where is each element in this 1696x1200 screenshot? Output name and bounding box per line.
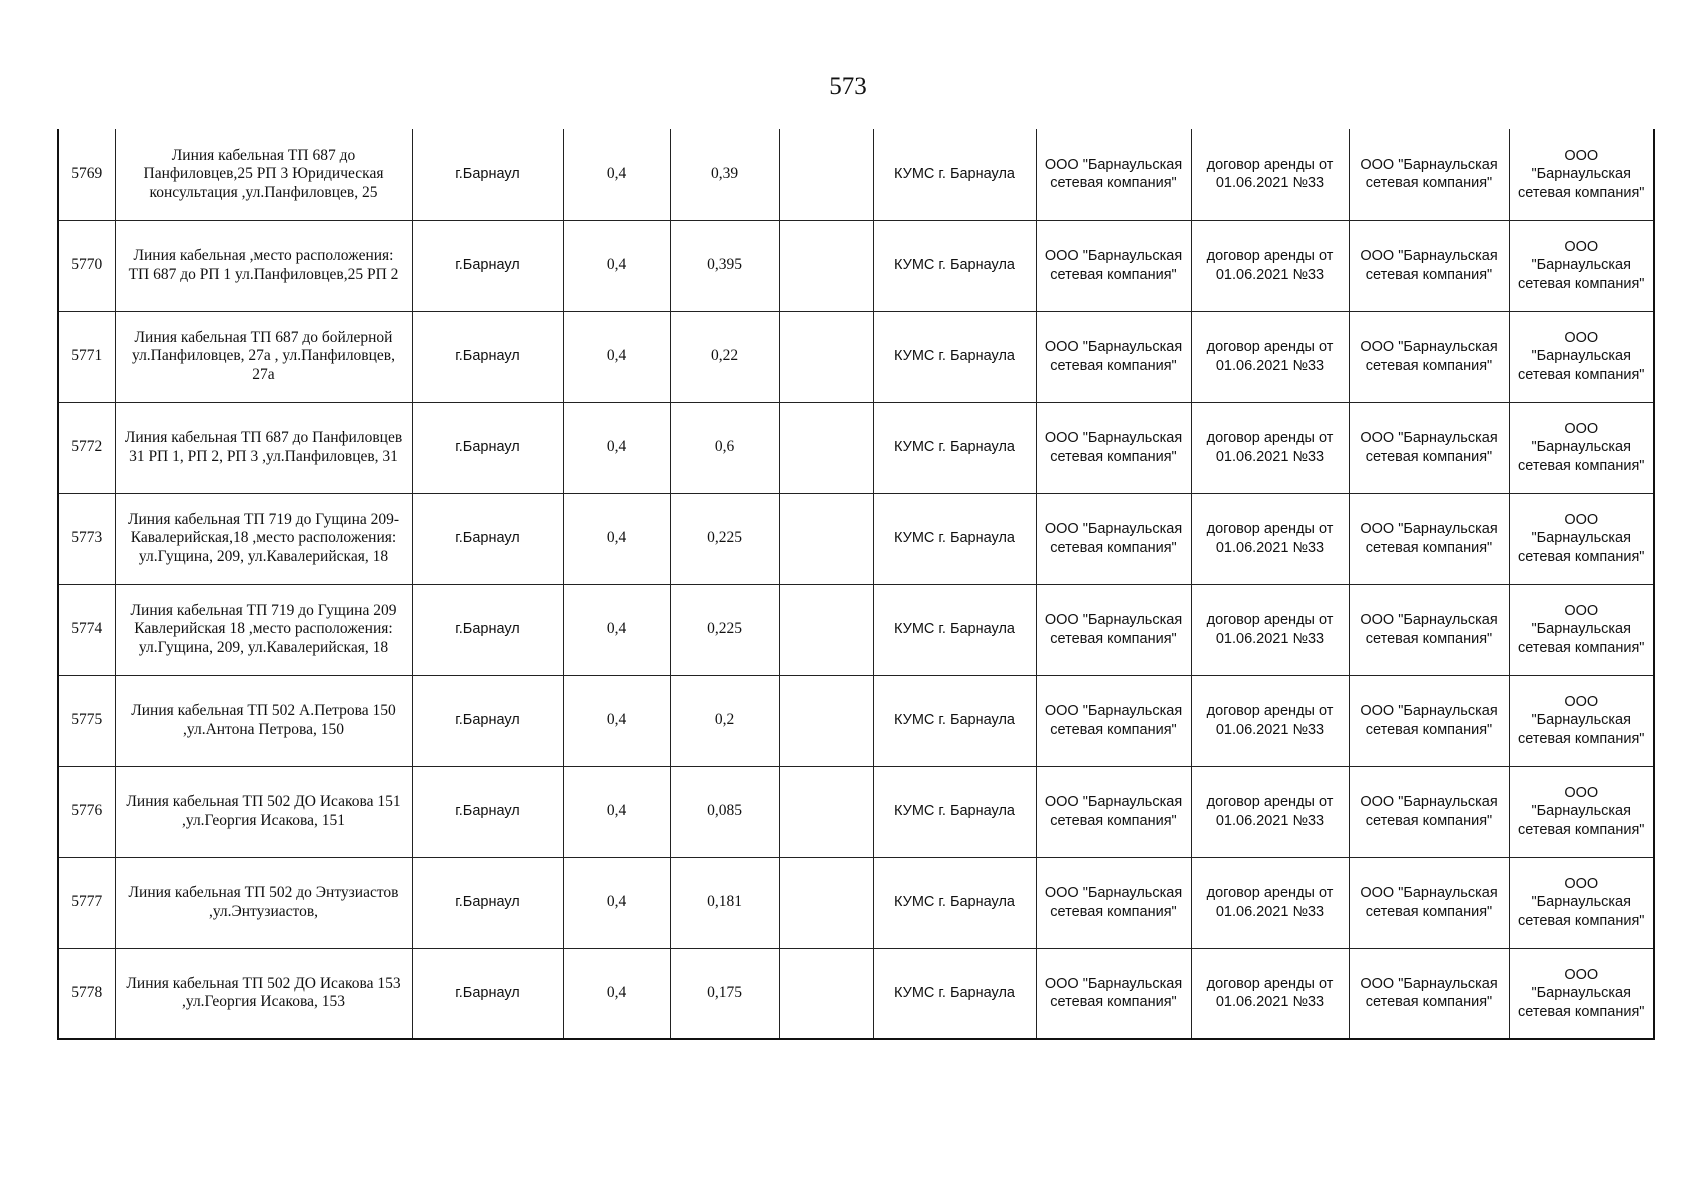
cell-number: 5777 <box>58 857 115 948</box>
cell-number: 5772 <box>58 402 115 493</box>
table-row <box>58 766 1654 857</box>
cell-user: ООО "Барнаульская сетевая компания" <box>1509 129 1654 220</box>
cell-length: 0,6 <box>670 402 779 493</box>
cell-operator: ООО "Барнаульская сетевая компания" <box>1349 857 1509 948</box>
cell-name: Линия кабельная ,место расположения: ТП 687 до РП 1 ул.Панфиловцев,25 РП 2 <box>115 220 412 311</box>
cell-operator: ООО "Барнаульская сетевая компания" <box>1349 402 1509 493</box>
cell-holder: ООО "Барнаульская сетевая компания" <box>1036 220 1191 311</box>
cell-operator: ООО "Барнаульская сетевая компания" <box>1349 766 1509 857</box>
page-number: 573 <box>829 73 867 100</box>
cell-number: 5774 <box>58 584 115 675</box>
cell-holder: ООО "Барнаульская сетевая компания" <box>1036 129 1191 220</box>
cell-basis: договор аренды от 01.06.2021 №33 <box>1191 220 1349 311</box>
cell-holder: ООО "Барнаульская сетевая компания" <box>1036 766 1191 857</box>
cell-user: ООО "Барнаульская сетевая компания" <box>1509 766 1654 857</box>
cell-owner: КУМС г. Барнаула <box>873 493 1036 584</box>
cell-city: г.Барнаул <box>412 129 563 220</box>
table-row <box>58 220 1654 311</box>
cell-length: 0,2 <box>670 675 779 766</box>
table-row <box>58 857 1654 948</box>
cell-basis: договор аренды от 01.06.2021 №33 <box>1191 311 1349 402</box>
cell-holder: ООО "Барнаульская сетевая компания" <box>1036 402 1191 493</box>
cell-city: г.Барнаул <box>412 948 563 1039</box>
cell-user: ООО "Барнаульская сетевая компания" <box>1509 493 1654 584</box>
cell-name: Линия кабельная ТП 502 А.Петрова 150 ,ул.Антона Петрова, 150 <box>115 675 412 766</box>
cell-user: ООО "Барнаульская сетевая компания" <box>1509 584 1654 675</box>
cell-user: ООО "Барнаульская сетевая компания" <box>1509 220 1654 311</box>
cell-owner: КУМС г. Барнаула <box>873 584 1036 675</box>
cell-voltage: 0,4 <box>563 493 670 584</box>
cell-owner: КУМС г. Барнаула <box>873 948 1036 1039</box>
cell-basis: договор аренды от 01.06.2021 №33 <box>1191 766 1349 857</box>
cell-extra <box>779 402 873 493</box>
cell-extra <box>779 493 873 584</box>
cell-length: 0,395 <box>670 220 779 311</box>
cell-basis: договор аренды от 01.06.2021 №33 <box>1191 129 1349 220</box>
cell-city: г.Барнаул <box>412 220 563 311</box>
cell-basis: договор аренды от 01.06.2021 №33 <box>1191 857 1349 948</box>
cell-operator: ООО "Барнаульская сетевая компания" <box>1349 948 1509 1039</box>
cell-operator: ООО "Барнаульская сетевая компания" <box>1349 493 1509 584</box>
cell-extra <box>779 857 873 948</box>
cell-city: г.Барнаул <box>412 675 563 766</box>
cell-holder: ООО "Барнаульская сетевая компания" <box>1036 675 1191 766</box>
cell-number: 5770 <box>58 220 115 311</box>
cell-name: Линия кабельная ТП 502 ДО Исакова 153 ,ул.Георгия Исакова, 153 <box>115 948 412 1039</box>
cell-user: ООО "Барнаульская сетевая компания" <box>1509 948 1654 1039</box>
cell-basis: договор аренды от 01.06.2021 №33 <box>1191 402 1349 493</box>
cell-voltage: 0,4 <box>563 129 670 220</box>
cell-extra <box>779 220 873 311</box>
registry-table <box>57 129 1655 1040</box>
cell-number: 5776 <box>58 766 115 857</box>
cell-holder: ООО "Барнаульская сетевая компания" <box>1036 948 1191 1039</box>
cell-city: г.Барнаул <box>412 493 563 584</box>
cell-owner: КУМС г. Барнаула <box>873 220 1036 311</box>
cell-extra <box>779 766 873 857</box>
cell-user: ООО "Барнаульская сетевая компания" <box>1509 675 1654 766</box>
cell-extra <box>779 311 873 402</box>
cell-operator: ООО "Барнаульская сетевая компания" <box>1349 311 1509 402</box>
cell-voltage: 0,4 <box>563 402 670 493</box>
cell-voltage: 0,4 <box>563 311 670 402</box>
cell-user: ООО "Барнаульская сетевая компания" <box>1509 857 1654 948</box>
cell-length: 0,085 <box>670 766 779 857</box>
cell-basis: договор аренды от 01.06.2021 №33 <box>1191 948 1349 1039</box>
cell-length: 0,181 <box>670 857 779 948</box>
cell-number: 5769 <box>58 129 115 220</box>
cell-voltage: 0,4 <box>563 766 670 857</box>
table-row <box>58 584 1654 675</box>
cell-holder: ООО "Барнаульская сетевая компания" <box>1036 493 1191 584</box>
cell-user: ООО "Барнаульская сетевая компания" <box>1509 402 1654 493</box>
cell-length: 0,175 <box>670 948 779 1039</box>
cell-name: Линия кабельная ТП 502 ДО Исакова 151 ,ул.Георгия Исакова, 151 <box>115 766 412 857</box>
cell-name: Линия кабельная ТП 687 до бойлерной ул.Панфиловцев, 27а , ул.Панфиловцев, 27а <box>115 311 412 402</box>
cell-voltage: 0,4 <box>563 857 670 948</box>
cell-owner: КУМС г. Барнаула <box>873 311 1036 402</box>
cell-city: г.Барнаул <box>412 402 563 493</box>
table-row <box>58 675 1654 766</box>
cell-length: 0,225 <box>670 584 779 675</box>
cell-voltage: 0,4 <box>563 220 670 311</box>
table-row <box>58 402 1654 493</box>
table-row <box>58 493 1654 584</box>
table-row <box>58 948 1654 1039</box>
cell-name: Линия кабельная ТП 687 до Панфиловцев 31 РП 1, РП 2, РП 3 ,ул.Панфиловцев, 31 <box>115 402 412 493</box>
cell-number: 5775 <box>58 675 115 766</box>
cell-holder: ООО "Барнаульская сетевая компания" <box>1036 311 1191 402</box>
cell-extra <box>779 584 873 675</box>
cell-basis: договор аренды от 01.06.2021 №33 <box>1191 675 1349 766</box>
cell-number: 5773 <box>58 493 115 584</box>
cell-city: г.Барнаул <box>412 584 563 675</box>
cell-length: 0,225 <box>670 493 779 584</box>
cell-city: г.Барнаул <box>412 766 563 857</box>
cell-voltage: 0,4 <box>563 948 670 1039</box>
cell-city: г.Барнаул <box>412 311 563 402</box>
cell-operator: ООО "Барнаульская сетевая компания" <box>1349 675 1509 766</box>
cell-number: 5778 <box>58 948 115 1039</box>
cell-name: Линия кабельная ТП 719 до Гущина 209 Кавлерийская 18 ,место расположения: ул.Гущина, 209, ул.Кавалерийская, 18 <box>115 584 412 675</box>
cell-name: Линия кабельная ТП 502 до Энтузиастов ,ул.Энтузиастов, <box>115 857 412 948</box>
cell-name: Линия кабельная ТП 719 до Гущина 209- Кавалерийская,18 ,место расположения: ул.Гущина, 209, ул.Кавалерийская, 18 <box>115 493 412 584</box>
cell-basis: договор аренды от 01.06.2021 №33 <box>1191 584 1349 675</box>
cell-number: 5771 <box>58 311 115 402</box>
cell-owner: КУМС г. Барнаула <box>873 129 1036 220</box>
cell-operator: ООО "Барнаульская сетевая компания" <box>1349 584 1509 675</box>
cell-owner: КУМС г. Барнаула <box>873 402 1036 493</box>
cell-operator: ООО "Барнаульская сетевая компания" <box>1349 220 1509 311</box>
cell-holder: ООО "Барнаульская сетевая компания" <box>1036 584 1191 675</box>
cell-voltage: 0,4 <box>563 584 670 675</box>
table-row <box>58 311 1654 402</box>
cell-operator: ООО "Барнаульская сетевая компания" <box>1349 129 1509 220</box>
registry-body <box>58 129 1654 1039</box>
cell-extra <box>779 129 873 220</box>
cell-holder: ООО "Барнаульская сетевая компания" <box>1036 857 1191 948</box>
cell-voltage: 0,4 <box>563 675 670 766</box>
table-row <box>58 129 1654 220</box>
cell-extra <box>779 948 873 1039</box>
cell-owner: КУМС г. Барнаула <box>873 675 1036 766</box>
cell-city: г.Барнаул <box>412 857 563 948</box>
cell-user: ООО "Барнаульская сетевая компания" <box>1509 311 1654 402</box>
cell-owner: КУМС г. Барнаула <box>873 766 1036 857</box>
cell-extra <box>779 675 873 766</box>
cell-length: 0,22 <box>670 311 779 402</box>
cell-owner: КУМС г. Барнаула <box>873 857 1036 948</box>
cell-basis: договор аренды от 01.06.2021 №33 <box>1191 493 1349 584</box>
cell-name: Линия кабельная ТП 687 до Панфиловцев,25 РП 3 Юридическая консультация ,ул.Панфиловцев, 25 <box>115 129 412 220</box>
cell-length: 0,39 <box>670 129 779 220</box>
